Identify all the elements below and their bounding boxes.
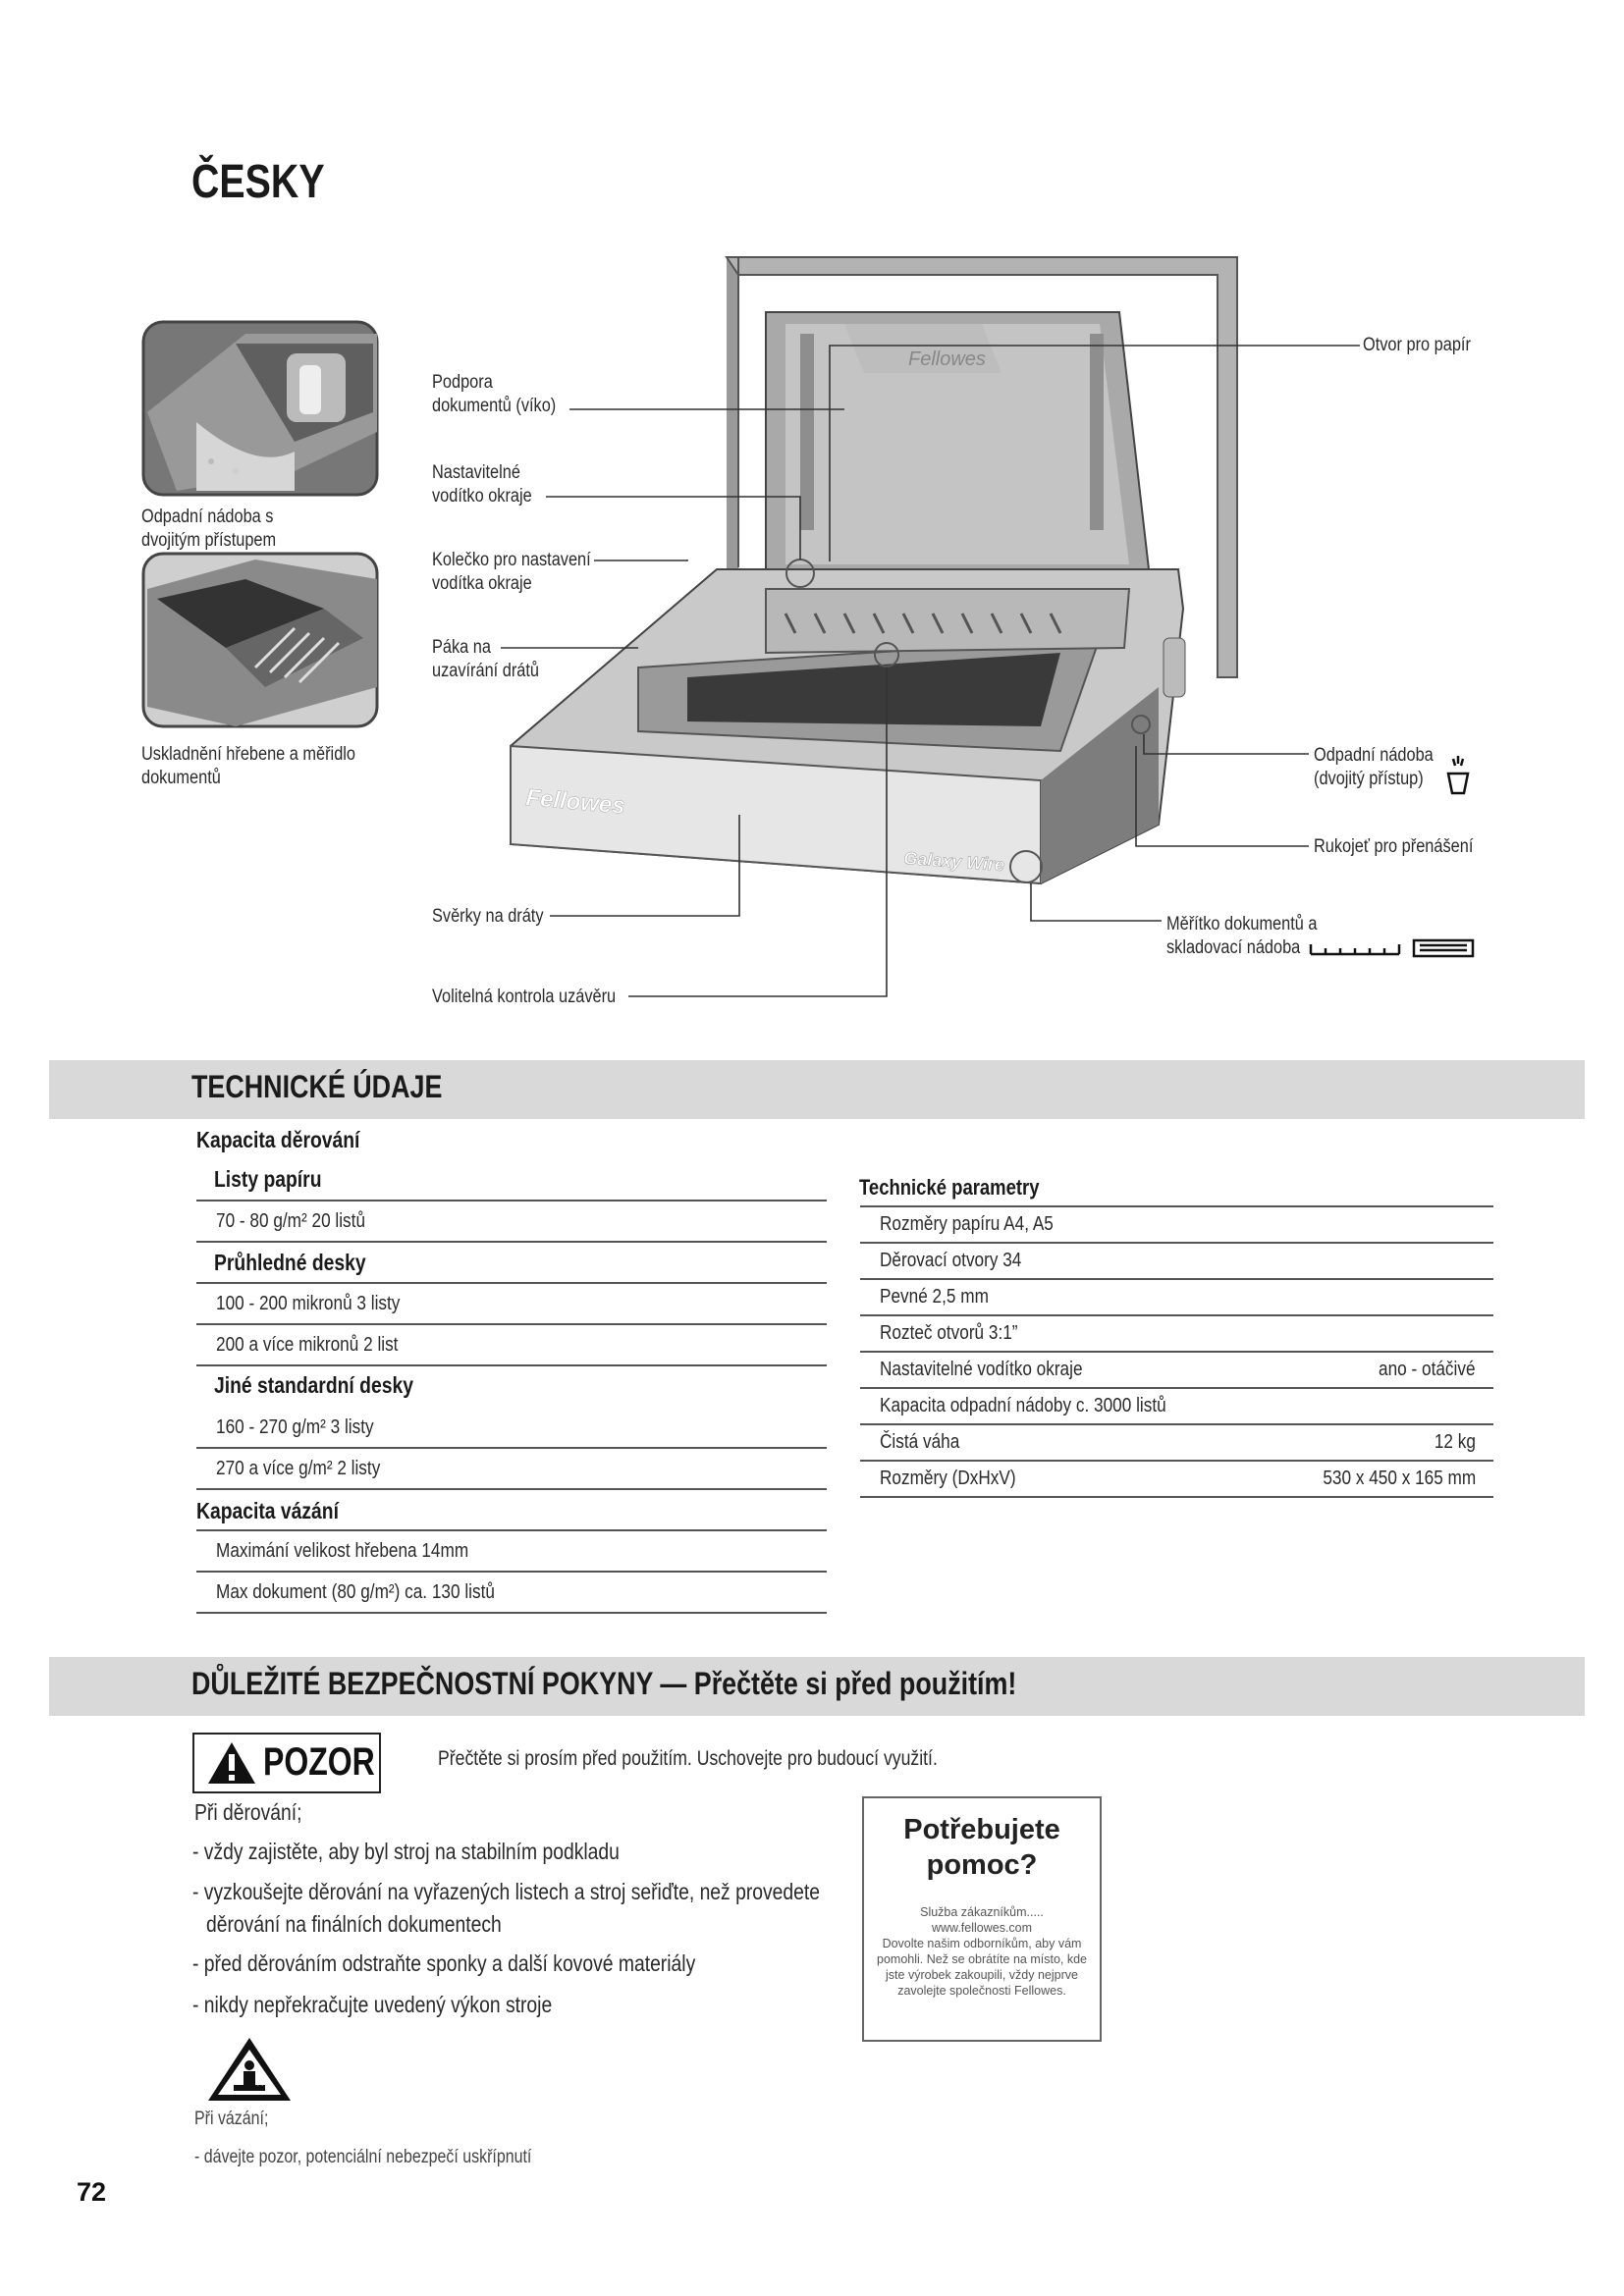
label-adjustable-guide: Nastavitelné vodítko okraje: [432, 462, 532, 507]
page-language-title: ČESKY: [191, 156, 325, 208]
label-document-support: Podpora dokumentů (víko): [432, 372, 557, 416]
paper-sheets-heading: Listy papíru: [214, 1166, 322, 1192]
page-number: 72: [77, 2177, 107, 2207]
spec-row: 70 - 80 g/m² 20 listů: [196, 1201, 827, 1243]
clear-covers-heading: Průhledné desky: [214, 1250, 366, 1275]
params-row: Čistá váha 12 kg: [860, 1425, 1493, 1462]
safety-item: děrování na finálních dokumentech: [206, 1911, 502, 1937]
spec-row: 160 - 270 g/m² 3 listy: [196, 1408, 827, 1449]
params-row: Rozměry (DxHxV) 530 x 450 x 165 mm: [860, 1462, 1493, 1498]
binding-machine-illustration: [511, 257, 1237, 883]
technical-section-title: TECHNICKÉ ÚDAJE: [191, 1069, 443, 1104]
waste-bin-icon: [1448, 756, 1468, 793]
waste-bin-inset-image: [143, 322, 377, 495]
help-website-link[interactable]: www.fellowes.com: [931, 1921, 1033, 1935]
help-body: Služba zákazníkům..... www.fellowes.com Dovolte našim odborníkům, aby vám pomohli. Než se obrátíte na místo, kde jste výrobek zakoupili, vždy nejprve zavolejte společnosti Fellowes.: [868, 1904, 1096, 1999]
warning-note: Přečtěte si prosím před použitím. Uschovejte pro budoucí využití.: [438, 1747, 938, 1770]
label-closing-lever: Páka na uzavírání drátů: [432, 637, 540, 681]
label-closure-control: Volitelná kontrola uzávěru: [432, 987, 617, 1007]
safety-item: - nikdy nepřekračujte uvedený výkon stroje: [192, 1992, 553, 2017]
other-covers-heading: Jiné standardní desky: [214, 1372, 413, 1398]
punching-intro: Při děrování;: [194, 1799, 302, 1825]
label-wire-clamps: Svěrky na dráty: [432, 906, 544, 927]
comb-storage-inset-image: [143, 554, 377, 726]
warning-badge: [192, 1733, 381, 1793]
label-waste-bin: Odpadní nádoba (dvojitý přístup): [1314, 745, 1434, 789]
safety-item: - vyzkoušejte děrování na vyřazených listech a stroj seřiďte, než provedete: [192, 1879, 821, 1904]
svg-text:Galaxy Wire: Galaxy Wire: [902, 848, 1005, 876]
params-row: Rozteč otvorů 3:1”: [860, 1316, 1493, 1353]
warning-word: POZOR: [263, 1740, 375, 1784]
spec-row: 270 a více g/m² 2 listy: [196, 1449, 827, 1490]
spec-row: 100 - 200 mikronů 3 listy: [196, 1284, 827, 1325]
svg-text:Fellowes: Fellowes: [908, 348, 986, 370]
spec-row: Max dokument (80 g/m²) ca. 130 listů: [196, 1573, 827, 1614]
binding-item: - dávejte pozor, potenciální nebezpečí uskřípnutí: [194, 2147, 532, 2167]
svg-text:Fellowes: Fellowes: [524, 784, 626, 820]
bind-capacity-heading: Kapacita vázání: [196, 1498, 339, 1523]
params-row: Pevné 2,5 mm: [860, 1280, 1493, 1316]
params-row: Nastavitelné vodítko okraje ano - otáčivé: [860, 1353, 1493, 1389]
label-doc-gauge: Měřítko dokumentů a skladovací nádoba: [1166, 914, 1318, 958]
ruler-icon: [1311, 944, 1399, 954]
spec-row: Maximání velikost hřebena 14mm: [196, 1531, 827, 1573]
safety-item: - vždy zajistěte, aby byl stroj na stabilním podkladu: [192, 1839, 620, 1864]
params-row: Kapacita odpadní nádoby c. 3000 listů: [860, 1389, 1493, 1425]
help-box: [862, 1796, 1102, 2042]
pinch-hazard-icon: [206, 2036, 293, 2103]
warning-triangle-icon: [206, 1740, 257, 1786]
binding-intro: Při vázání;: [194, 2109, 269, 2129]
label-carry-handle: Rukojeť pro přenášení: [1314, 836, 1474, 857]
params-row: Rozměry papíru A4, A5: [860, 1207, 1493, 1244]
machine-diagram: [0, 245, 1624, 1031]
safety-section-title: DŮLEŽITÉ BEZPEČNOSTNÍ POKYNY — Přečtěte si před použitím!: [191, 1666, 1017, 1701]
params-heading: Technické parametry: [859, 1175, 1040, 1200]
storage-tray-icon: [1414, 940, 1473, 956]
safety-item: - před děrováním odstraňte sponky a další kovové materiály: [192, 1950, 696, 1976]
help-title: Potřebujete pomoc?: [903, 1814, 1060, 1881]
label-guide-wheel: Kolečko pro nastavení vodítka okraje: [432, 550, 591, 594]
label-paper-slot: Otvor pro papír: [1363, 335, 1471, 355]
spec-row: 200 a více mikronů 2 list: [196, 1325, 827, 1366]
caption-waste-inset: Odpadní nádoba s dvojitým přístupem: [141, 507, 277, 551]
punch-capacity-heading: Kapacita děrování: [196, 1127, 360, 1152]
caption-storage-inset: Uskladnění hřebene a měřidlo dokumentů: [141, 744, 356, 788]
params-row: Děrovací otvory 34: [860, 1244, 1493, 1280]
